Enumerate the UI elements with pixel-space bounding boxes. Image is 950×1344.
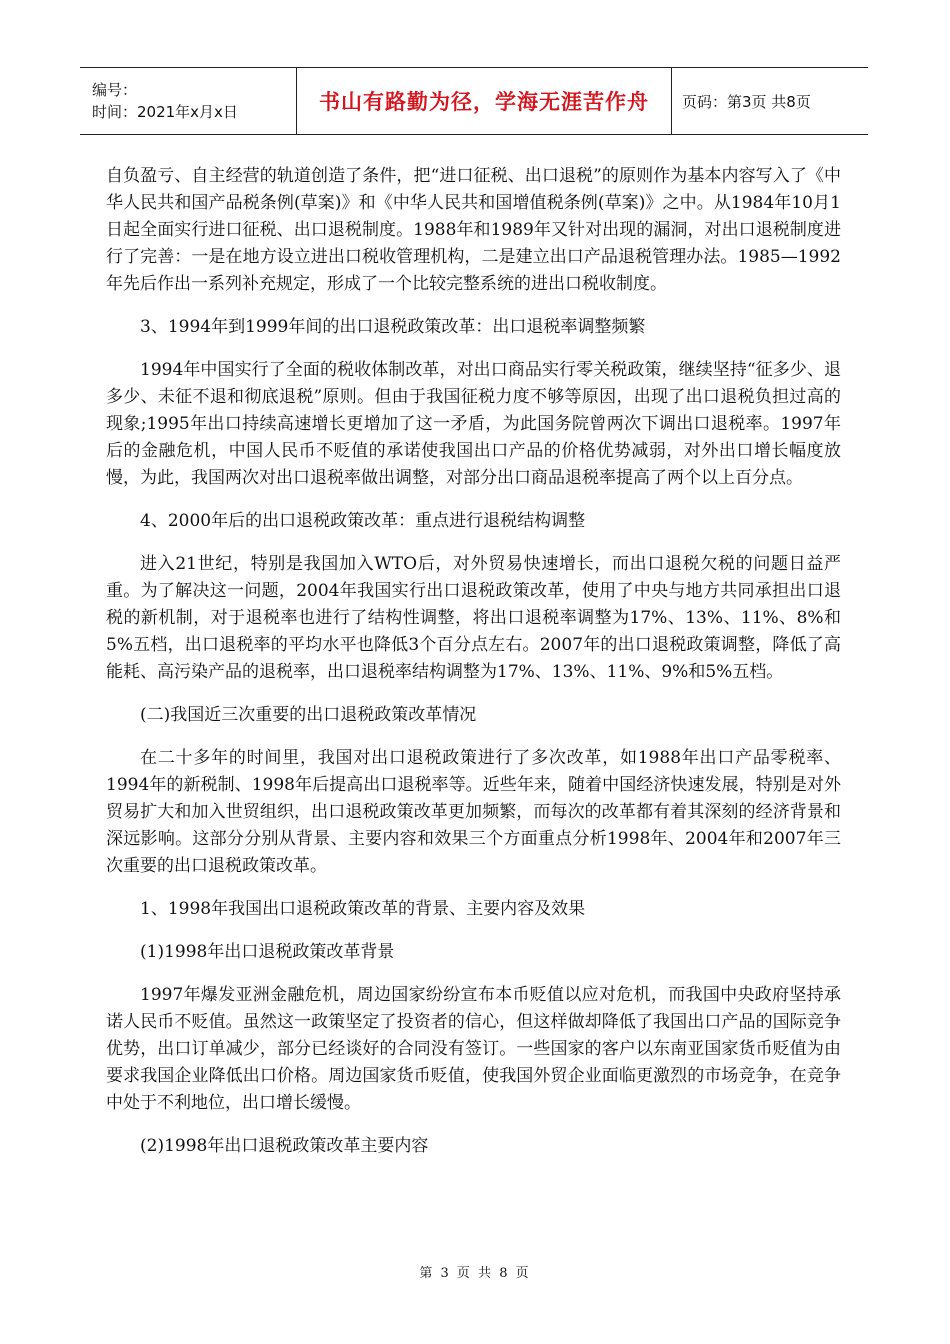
motto-text: 书山有路勤为径，学海无涯苦作舟 [319, 90, 649, 114]
page-footer: 第 3 页 共 8 页 [419, 1266, 531, 1281]
page-info-cell [672, 68, 868, 134]
section-heading: 1、1998年我国出口退税政策改革的背景、主要内容及效果 [140, 899, 586, 919]
body-paragraph: 自负盈亏、自主经营的轨道创造了条件，把“进口征税、出口退税”的原则作为基本内容写入了《中华人民共和国产品税条例(草案)》和《中华人民共和国增值税条例(草案)》之中。从1984年10月1日起全面实行进口征税、出口退税制度。1988年和1989年又针对出现的漏洞，对出口退税制度进行了完善：一是在地方设立进出口税收管理机构，二是建立出口产品退税管理办法。1985—1992年先后作出一系列补充规定，形成了一个比较完整系统的进出口税收制度。 [106, 166, 841, 294]
time-label: 时间：2021年x月x日 [92, 103, 238, 121]
body-paragraph: 在二十多年的时间里，我国对出口退税政策进行了多次改革，如1988年出口产品零税率、1994年的新税制、1998年后提高出口退税率等。近些年来，随着中国经济快速发展，特别是对外贸易扩大和加入世贸组织，出口退税政策改革更加频繁，而每次的改革都有着其深刻的经济背景和深远影响。这部分分别从背景、主要内容和效果三个方面重点分析1998年、2004年和2007年三次重要的出口退税政策改革。 [106, 748, 841, 876]
body-paragraph: 进入21世纪，特别是我国加入WTO后，对外贸易快速增长，而出口退税欠税的问题日益严重。为了解决这一问题，2004年我国实行出口退税政策改革，使用了中央与地方共同承担出口退税的新机制，对于退税率也进行了结构性调整，将出口退税率调整为17%、13%、11%、8%和5%五档，出口退税率的平均水平也降低3个百分点左右。2007年的出口退税政策调整，降低了高能耗、高污染产品的退税率，出口退税率结构调整为17%、13%、11%、9%和5%五档。 [106, 554, 841, 682]
page-header [80, 67, 868, 135]
section-heading: (二)我国近三次重要的出口退税政策改革情况 [140, 705, 477, 725]
section-heading: 4、2000年后的出口退税政策改革：重点进行退税结构调整 [140, 511, 586, 531]
document-body [106, 163, 841, 1176]
section-heading: (2)1998年出口退税政策改革主要内容 [140, 1136, 429, 1156]
body-paragraph: 1997年爆发亚洲金融危机，周边国家纷纷宣布本币贬值以应对危机，而我国中央政府坚持承诺人民币不贬值。虽然这一政策坚定了投资者的信心，但这样做却降低了我国出口产品的国际竞争优势，出口订单减少，部分已经谈好的合同没有签订。一些国家的客户以东南亚国家货币贬值为由要求我国企业降低出口价格。周边国家货币贬值，使我国外贸企业面临更激烈的市场竞争，在竞争中处于不利地位，出口增长缓慢。 [106, 985, 841, 1113]
motto-cell [296, 68, 672, 134]
section-heading: 3、1994年到1999年间的出口退税政策改革：出口退税率调整频繁 [140, 317, 646, 337]
section-heading: (1)1998年出口退税政策改革背景 [140, 942, 395, 962]
number-label: 编号： [92, 81, 138, 99]
doc-meta [80, 68, 296, 134]
page-info: 页码：第3页 共8页 [682, 92, 811, 111]
body-paragraph: 1994年中国实行了全面的税收体制改革，对出口商品实行零关税政策，继续坚持“征多少、退多少、未征不退和彻底退税”原则。但由于我国征税力度不够等原因，出现了出口退税负担过高的现象;1995年出口持续高速增长更增加了这一矛盾，为此国务院曾两次下调出口退税率。1997年后的金融危机，中国人民币不贬值的承诺使我国出口产品的价格优势减弱，对外出口增长幅度放慢，为此，我国两次对出口退税率做出调整，对部分出口商品退税率提高了两个以上百分点。 [106, 360, 841, 488]
